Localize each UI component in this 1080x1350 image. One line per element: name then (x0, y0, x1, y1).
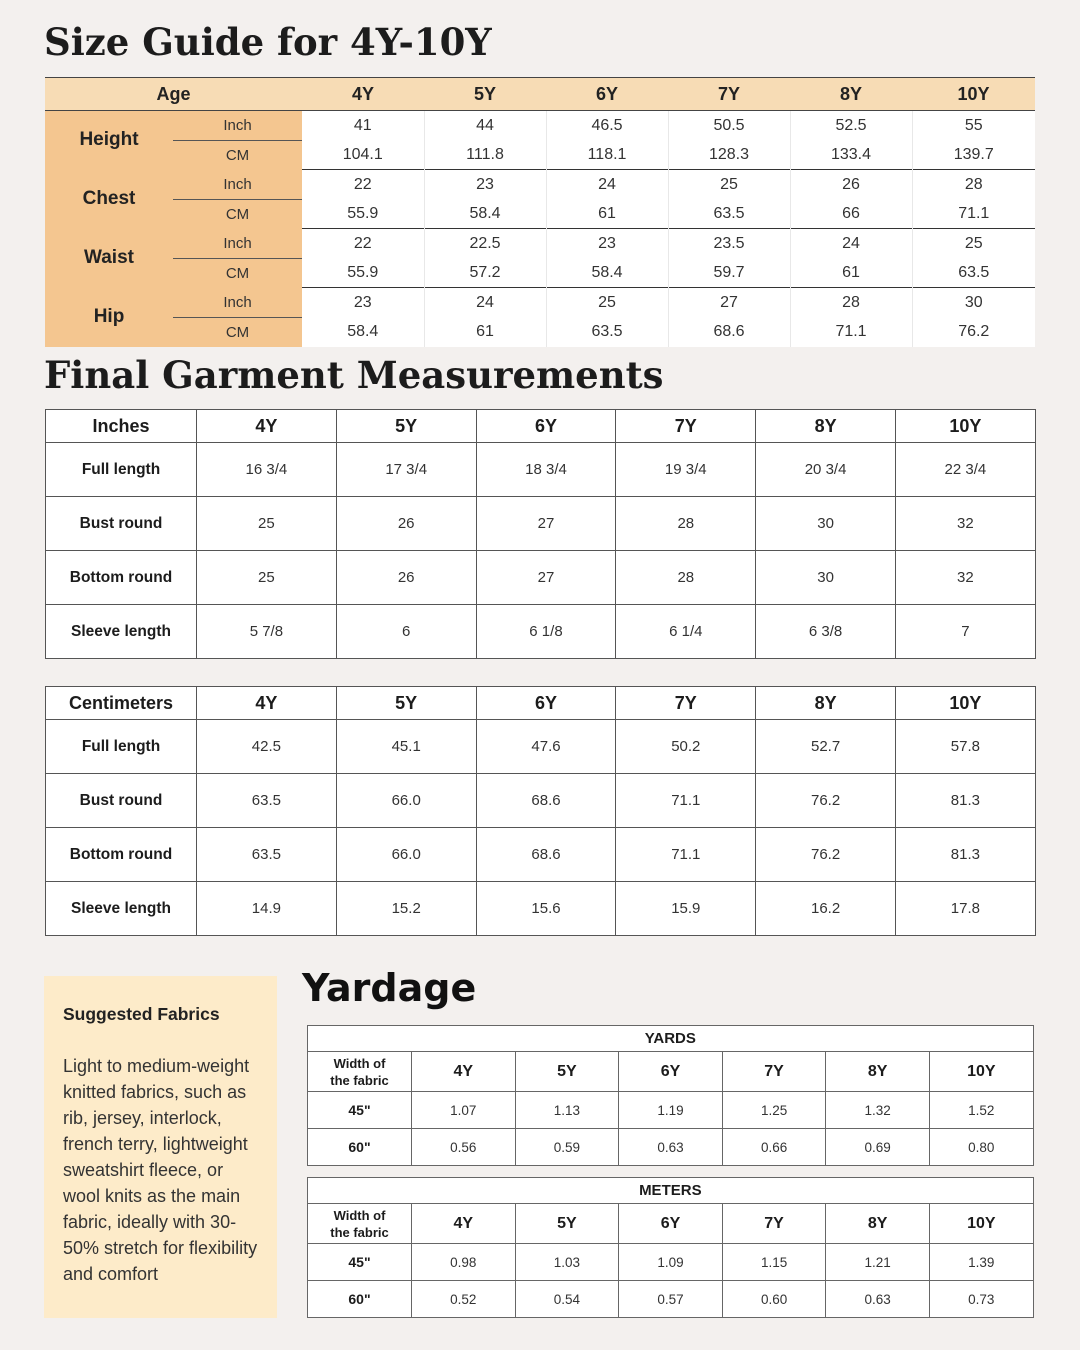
yardage-value: 0.59 (515, 1129, 619, 1166)
yardage-value: 1.15 (722, 1244, 826, 1281)
size-value-inch: 25 (668, 170, 790, 200)
size-value-cm: 58.4 (546, 258, 668, 288)
measurement-value: 6 1/4 (616, 605, 756, 659)
size-value-inch: 52.5 (790, 111, 912, 141)
size-value-cm: 61 (424, 317, 546, 347)
measurement-label: Hip (45, 288, 173, 347)
size-value-cm: 59.7 (668, 258, 790, 288)
measurement-value: 50.2 (616, 720, 756, 774)
unit-label-cm: CM (173, 199, 302, 229)
size-value-inch: 24 (790, 229, 912, 259)
fabric-width-label: 45" (308, 1244, 412, 1281)
size-guide-inch-row (45, 111, 1035, 141)
age-column-header: 5Y (336, 410, 476, 443)
age-header: Age (45, 78, 302, 111)
age-column-header: 6Y (476, 410, 616, 443)
yardage-value: 1.13 (515, 1092, 619, 1129)
measurement-value: 16.2 (756, 882, 896, 936)
yardage-value: 0.69 (826, 1129, 930, 1166)
yardage-value: 0.63 (619, 1129, 723, 1166)
fabric-width-label: 45" (308, 1092, 412, 1129)
width-label-line1: Width of (333, 1055, 386, 1071)
age-column-header: 8Y (756, 687, 896, 720)
yardage-value: 1.03 (515, 1244, 619, 1281)
unit-header: Centimeters (46, 687, 197, 720)
age-column-header: 8Y (790, 78, 912, 111)
measurement-value: 16 3/4 (197, 443, 337, 497)
yardage-caption-row (308, 1026, 1034, 1052)
unit-label-inch: Inch (173, 170, 302, 200)
measurement-value: 28 (616, 551, 756, 605)
measurement-value: 68.6 (476, 828, 616, 882)
fabrics-heading: Suggested Fabrics (63, 1004, 220, 1024)
size-value-inch: 22.5 (424, 229, 546, 259)
garment-header-row (46, 410, 1036, 443)
measurement-value: 30 (756, 497, 896, 551)
size-value-inch: 22 (302, 170, 424, 200)
age-column-header: 5Y (515, 1204, 619, 1244)
yardage-row (308, 1244, 1034, 1281)
age-column-header: 6Y (619, 1052, 723, 1092)
measurement-value: 15.6 (476, 882, 616, 936)
yardage-value: 1.25 (722, 1092, 826, 1129)
yardage-row (308, 1281, 1034, 1318)
size-value-inch: 30 (912, 288, 1035, 318)
size-guide-inch-row (45, 170, 1035, 200)
yardage-value: 1.09 (619, 1244, 723, 1281)
garment-centimeters-table (45, 686, 1036, 936)
size-value-inch: 25 (912, 229, 1035, 259)
yardage-header-row (308, 1052, 1034, 1092)
measurement-value: 17.8 (895, 882, 1035, 936)
measurement-value: 22 3/4 (895, 443, 1035, 497)
yardage-value: 1.32 (826, 1092, 930, 1129)
yardage-value: 0.60 (722, 1281, 826, 1318)
yardage-value: 0.73 (929, 1281, 1033, 1318)
width-of-fabric-header (308, 1204, 412, 1244)
age-column-header: 5Y (424, 78, 546, 111)
size-value-cm: 71.1 (912, 199, 1035, 229)
measurement-value: 45.1 (336, 720, 476, 774)
garment-header-row (46, 687, 1036, 720)
measurement-label: Full length (46, 443, 197, 497)
size-guide-header-row (45, 78, 1035, 111)
age-column-header: 10Y (912, 78, 1035, 111)
measurement-value: 47.6 (476, 720, 616, 774)
age-column-header: 4Y (412, 1204, 516, 1244)
size-value-cm: 63.5 (912, 258, 1035, 288)
age-column-header: 4Y (412, 1052, 516, 1092)
age-column-header: 4Y (197, 687, 337, 720)
yardage-value: 1.21 (826, 1244, 930, 1281)
age-column-header: 8Y (826, 1204, 930, 1244)
measurement-value: 26 (336, 497, 476, 551)
unit-label-cm: CM (173, 317, 302, 347)
size-value-cm: 104.1 (342, 145, 383, 163)
yardage-caption: YARDS (308, 1026, 1034, 1052)
age-column-header: 5Y (515, 1052, 619, 1092)
yardage-value: 0.57 (619, 1281, 723, 1318)
measurement-label: Sleeve length (46, 882, 197, 936)
size-value-cm: 57.2 (424, 258, 546, 288)
age-column-header: 5Y (336, 687, 476, 720)
measurement-value: 6 3/8 (756, 605, 896, 659)
measurement-value: 57.8 (895, 720, 1035, 774)
size-value-inch: 55 (912, 111, 1035, 141)
measurement-value: 20 3/4 (756, 443, 896, 497)
measurement-label: Sleeve length (46, 605, 197, 659)
measurement-label: Bust round (46, 497, 197, 551)
measurement-value: 26 (336, 551, 476, 605)
age-column-header: 6Y (619, 1204, 723, 1244)
age-column-header: 7Y (668, 78, 790, 111)
unit-label-inch: Inch (173, 229, 302, 259)
measurement-label: Bottom round (46, 551, 197, 605)
measurement-label: Full length (46, 720, 197, 774)
size-value-inch: 23 (546, 229, 668, 259)
unit-label-cm: CM (173, 258, 302, 288)
measurement-value: 42.5 (197, 720, 337, 774)
yardage-value: 0.52 (412, 1281, 516, 1318)
age-column-header: 7Y (616, 410, 756, 443)
size-value-cm: 55.9 (347, 204, 379, 222)
measurement-label: Height (45, 111, 173, 170)
age-column-header: 7Y (722, 1052, 826, 1092)
size-value-inch: 50.5 (668, 111, 790, 141)
size-value-cm: 68.6 (668, 317, 790, 347)
size-value-cm: 118.1 (546, 140, 668, 170)
measurement-value: 63.5 (197, 828, 337, 882)
measurement-value: 18 3/4 (476, 443, 616, 497)
size-value-cm: 111.8 (424, 140, 546, 170)
size-value-inch: 28 (912, 170, 1035, 200)
age-column-header: 10Y (929, 1052, 1033, 1092)
width-label-line2: the fabric (330, 1072, 389, 1088)
yardage-title: Yardage (302, 966, 477, 1010)
size-value-cm: 66 (790, 199, 912, 229)
size-value-cm: 128.3 (668, 140, 790, 170)
size-guide-cm-row (45, 199, 1035, 229)
measurement-value: 76.2 (756, 774, 896, 828)
age-column-header: 8Y (756, 410, 896, 443)
measurement-value: 7 (895, 605, 1035, 659)
fabric-width-label: 60" (308, 1129, 412, 1166)
measurement-value: 5 7/8 (197, 605, 337, 659)
yardage-value: 0.56 (412, 1129, 516, 1166)
size-value-inch: 41 (302, 111, 424, 141)
measurement-value: 25 (197, 497, 337, 551)
width-label-line1: Width of (333, 1207, 386, 1223)
unit-header: Inches (46, 410, 197, 443)
garment-row (46, 828, 1036, 882)
age-column-header: 4Y (302, 78, 424, 111)
measurement-label: Waist (45, 229, 173, 288)
size-guide-title: Size Guide for 4Y-10Y (44, 20, 492, 64)
measurement-label: Bust round (46, 774, 197, 828)
garment-row (46, 605, 1036, 659)
yardage-value: 1.52 (929, 1092, 1033, 1129)
measurement-value: 71.1 (616, 774, 756, 828)
age-column-header: 10Y (929, 1204, 1033, 1244)
width-of-fabric-header (308, 1052, 412, 1092)
size-value-cm: 58.4 (424, 199, 546, 229)
size-value-inch: 26 (790, 170, 912, 200)
size-value-cm: 61 (546, 199, 668, 229)
measurement-value: 27 (476, 551, 616, 605)
garment-row (46, 443, 1036, 497)
size-value-cm: 61 (790, 258, 912, 288)
final-garment-title: Final Garment Measurements (44, 353, 664, 397)
age-column-header: 7Y (616, 687, 756, 720)
garment-row (46, 497, 1036, 551)
age-column-header: 10Y (895, 410, 1035, 443)
yardage-header-row (308, 1204, 1034, 1244)
size-value-inch: 22 (302, 229, 424, 259)
age-column-header: 8Y (826, 1052, 930, 1092)
yardage-caption: METERS (308, 1178, 1034, 1204)
garment-row (46, 774, 1036, 828)
age-column-header: 6Y (476, 687, 616, 720)
size-value-inch: 44 (424, 111, 546, 141)
size-guide-cm-row (45, 317, 1035, 347)
yardage-meters-table (307, 1177, 1034, 1318)
unit-label-inch: Inch (173, 111, 302, 141)
suggested-fabrics-panel (44, 976, 277, 1318)
size-value-inch: 23.5 (668, 229, 790, 259)
size-value-cm: 133.4 (790, 140, 912, 170)
yardage-row (308, 1092, 1034, 1129)
size-value-cm: 58.4 (347, 322, 379, 340)
size-value-cm: 63.5 (546, 317, 668, 347)
measurement-value: 32 (895, 497, 1035, 551)
garment-row (46, 720, 1036, 774)
size-value-inch: 23 (424, 170, 546, 200)
measurement-value: 52.7 (756, 720, 896, 774)
yardage-value: 0.54 (515, 1281, 619, 1318)
size-value-inch: 24 (546, 170, 668, 200)
age-column-header: 10Y (895, 687, 1035, 720)
yardage-value: 0.63 (826, 1281, 930, 1318)
yardage-value: 0.98 (412, 1244, 516, 1281)
measurement-value: 14.9 (197, 882, 337, 936)
measurement-value: 68.6 (476, 774, 616, 828)
size-guide-inch-row (45, 288, 1035, 318)
size-value-cm: 71.1 (790, 317, 912, 347)
measurement-value: 30 (756, 551, 896, 605)
size-value-inch: 23 (302, 288, 424, 318)
age-column-header: 6Y (546, 78, 668, 111)
size-value-inch: 24 (424, 288, 546, 318)
size-value-cm: 55.9 (347, 263, 379, 281)
measurement-value: 71.1 (616, 828, 756, 882)
yardage-value: 1.39 (929, 1244, 1033, 1281)
measurement-value: 25 (197, 551, 337, 605)
measurement-value: 17 3/4 (336, 443, 476, 497)
measurement-value: 6 (336, 605, 476, 659)
size-guide-inch-row (45, 229, 1035, 259)
garment-row (46, 882, 1036, 936)
yardage-row (308, 1129, 1034, 1166)
fabric-width-label: 60" (308, 1281, 412, 1318)
size-value-inch: 27 (668, 288, 790, 318)
yardage-caption-row (308, 1178, 1034, 1204)
width-label-line2: the fabric (330, 1224, 389, 1240)
measurement-value: 66.0 (336, 828, 476, 882)
measurement-value: 15.2 (336, 882, 476, 936)
size-value-inch: 28 (790, 288, 912, 318)
yardage-value: 1.07 (412, 1092, 516, 1129)
age-column-header: 7Y (722, 1204, 826, 1244)
garment-row (46, 551, 1036, 605)
size-value-cm: 76.2 (912, 317, 1035, 347)
size-guide-cm-row (45, 258, 1035, 288)
measurement-label: Chest (45, 170, 173, 229)
fabrics-text: Light to medium-weight knitted fabrics, such as rib, jersey, interlock, french terry, lightweight sweatshirt fleece, or wool knits as the main fabric, ideally with 30-50% stretch for flexibility and comfort (63, 1056, 258, 1284)
measurement-value: 15.9 (616, 882, 756, 936)
measurement-value: 19 3/4 (616, 443, 756, 497)
garment-inches-table (45, 409, 1036, 659)
age-column-header: 4Y (197, 410, 337, 443)
measurement-value: 81.3 (895, 774, 1035, 828)
size-guide-cm-row (45, 140, 1035, 170)
yardage-value: 0.66 (722, 1129, 826, 1166)
yardage-value: 1.19 (619, 1092, 723, 1129)
measurement-value: 28 (616, 497, 756, 551)
unit-label-cm: CM (173, 140, 302, 170)
measurement-value: 66.0 (336, 774, 476, 828)
size-value-cm: 63.5 (668, 199, 790, 229)
measurement-value: 32 (895, 551, 1035, 605)
unit-label-inch: Inch (173, 288, 302, 318)
measurement-value: 76.2 (756, 828, 896, 882)
size-value-cm: 139.7 (912, 140, 1035, 170)
yardage-yards-table (307, 1025, 1034, 1166)
yardage-value: 0.80 (929, 1129, 1033, 1166)
measurement-value: 6 1/8 (476, 605, 616, 659)
measurement-value: 81.3 (895, 828, 1035, 882)
measurement-value: 27 (476, 497, 616, 551)
size-value-inch: 25 (546, 288, 668, 318)
size-value-inch: 46.5 (546, 111, 668, 141)
measurement-label: Bottom round (46, 828, 197, 882)
size-guide-table (45, 77, 1035, 347)
measurement-value: 63.5 (197, 774, 337, 828)
